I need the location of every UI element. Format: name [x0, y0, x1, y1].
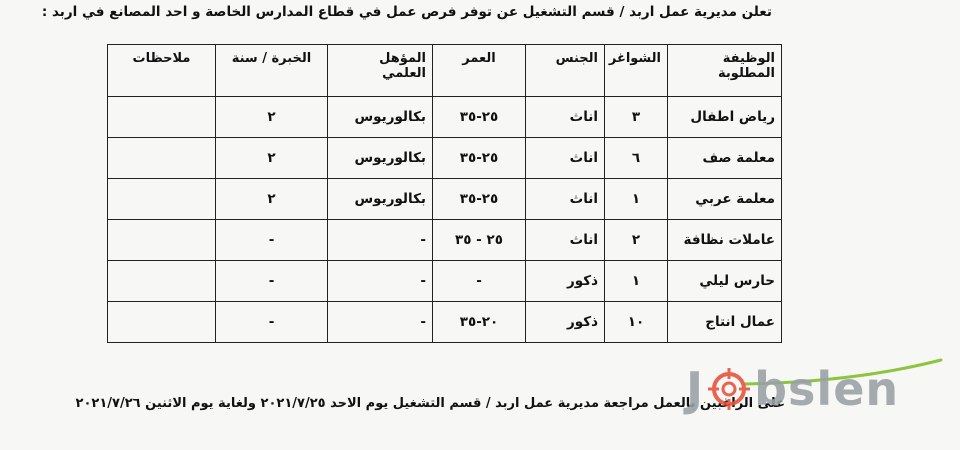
cell-experience: ٢ [216, 138, 328, 179]
cell-age: ٢٥-٣٥ [433, 97, 526, 138]
cell-gender: ذكور [526, 302, 605, 343]
cell-job: عاملات نظافة [668, 220, 782, 261]
cell-experience: - [216, 302, 328, 343]
table-header-row [108, 45, 782, 97]
cell-gender: اناث [526, 179, 605, 220]
cell-gender: اناث [526, 97, 605, 138]
watermark-suffix: bslen [754, 362, 900, 416]
cell-experience: - [216, 261, 328, 302]
cell-education: - [328, 302, 433, 343]
cell-education: بكالوريوس [328, 97, 433, 138]
table-row [108, 97, 782, 138]
cell-age: ٢٥-٣٥ [433, 138, 526, 179]
col-header-education: المؤهل العلمي [328, 45, 433, 97]
target-icon [706, 366, 752, 412]
cell-notes [108, 97, 216, 138]
cell-notes [108, 261, 216, 302]
col-header-experience: الخبرة / سنة [216, 45, 328, 97]
cell-experience: - [216, 220, 328, 261]
cell-vacancies: ٢ [605, 220, 668, 261]
cell-education: - [328, 261, 433, 302]
table-row [108, 261, 782, 302]
cell-age: ٢٥-٣٥ [433, 179, 526, 220]
col-header-vacancies: الشواغر [605, 45, 668, 97]
col-header-gender: الجنس [526, 45, 605, 97]
cell-education: بكالوريوس [328, 179, 433, 220]
announcement-header: تعلن مديرية عمل اربد / قسم التشغيل عن توفر فرص عمل في قطاع المدارس الخاصة و احد المصانع في اربد : [41, 4, 772, 20]
jobs-table [107, 44, 782, 343]
cell-age: - [433, 261, 526, 302]
cell-education: بكالوريوس [328, 138, 433, 179]
table-row [108, 220, 782, 261]
cell-education: - [328, 220, 433, 261]
col-header-job: الوظيفة المطلوبة [668, 45, 782, 97]
cell-job: عمال انتاج [668, 302, 782, 343]
announcement-footer: على الراغبين بالعمل مراجعة مديرية عمل اربد / قسم التشغيل يوم الاحد ٢٠٢١/٧/٢٥ ولغاية يوم الاثنين ٢٠٢١/٧/٢٦ [75, 396, 785, 411]
watermark-prefix: J [686, 362, 705, 416]
cell-age: ٢٥ - ٣٥ [433, 220, 526, 261]
cell-vacancies: ١٠ [605, 302, 668, 343]
cell-job: رياض اطفال [668, 97, 782, 138]
cell-notes [108, 138, 216, 179]
col-header-notes: ملاحظات [108, 45, 216, 97]
cell-vacancies: ١ [605, 261, 668, 302]
cell-vacancies: ٣ [605, 97, 668, 138]
cell-experience: ٢ [216, 97, 328, 138]
cell-notes [108, 179, 216, 220]
table-row [108, 302, 782, 343]
table-row [108, 138, 782, 179]
col-header-age: العمر [433, 45, 526, 97]
cell-notes [108, 220, 216, 261]
cell-notes [108, 302, 216, 343]
cell-vacancies: ١ [605, 179, 668, 220]
table-row [108, 179, 782, 220]
cell-job: معلمة صف [668, 138, 782, 179]
cell-vacancies: ٦ [605, 138, 668, 179]
cell-age: ٢٠-٣٥ [433, 302, 526, 343]
cell-job: حارس ليلي [668, 261, 782, 302]
jobslen-watermark-logo [686, 364, 899, 414]
cell-gender: اناث [526, 220, 605, 261]
cell-gender: ذكور [526, 261, 605, 302]
cell-job: معلمة عربي [668, 179, 782, 220]
cell-experience: ٢ [216, 179, 328, 220]
cell-gender: اناث [526, 138, 605, 179]
